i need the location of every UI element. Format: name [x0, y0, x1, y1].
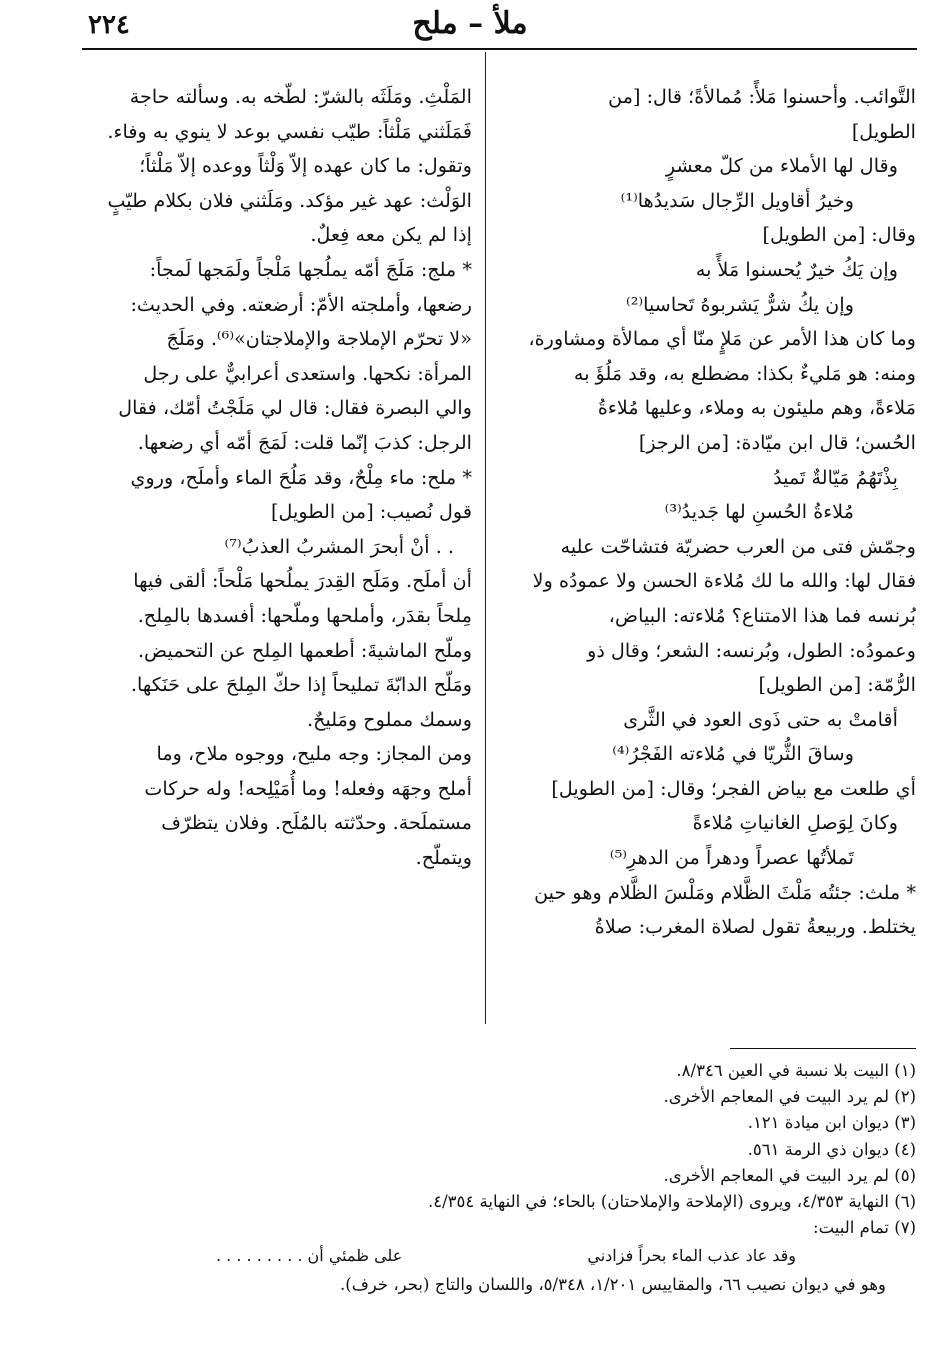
footnote-verse-second: على ظمئي أن . . . . . . . . .: [216, 1246, 403, 1266]
text-line: ومن المجاز: وجه مليح، ووجوه ملاح، وما: [156, 742, 472, 766]
text-line: إذا لم يكن معه فِعلٌ.: [310, 223, 472, 247]
text-line: وجمّش فتى من العرب حضريّة فتشاحّت عليه: [560, 534, 916, 558]
footnote: (٥) لم يرد البيت في المعاجم الأخرى.: [663, 1165, 916, 1185]
header-rule: [82, 48, 917, 50]
text-line: التَّوائب. وأحسنوا مَلأً: مُمالأةً؛ قال: [من: [608, 85, 916, 108]
verse-line: وساقَ الثُّريّا في مُلاءته الفَجْرُ⁽⁴⁾: [612, 742, 854, 766]
footnote: (٧) تمام البيت:: [813, 1218, 916, 1238]
footnote-source: وهو في ديوان نصيب ٦٦، والمقاييس ١/٢٠١، ٥/٣٤٨، واللسان والتاج (بحر، خرف).: [340, 1274, 886, 1294]
footnotes: [86, 1058, 916, 1298]
entry-heading-line: * ملث: جئتُه مَلْثَ الظَّلام ومَلْسَ الظَّلام وهو حين: [534, 880, 916, 904]
meter-label: الطويل]: [851, 119, 916, 143]
footnote: (٦) النهاية ٤/٣٥٣، ويروى (الإملاحة والإملاحتان) بالحاء؛ في النهاية ٤/٣٥٤.: [428, 1192, 916, 1212]
text-line: ومنه: هو مَليءٌ بكذا: مضطلع به، وقد مَلُؤَ به: [573, 361, 916, 385]
text-line: ويتملّح.: [415, 846, 472, 870]
verse-line: مُلاءةُ الحُسنِ لها جَديدُ⁽³⁾: [664, 500, 854, 524]
footnote-verse-first: وقد عاد عذب الماء بحراً فزادني: [587, 1246, 796, 1266]
text-line: الرجل: كذبَ إنّما قلت: لَمَجَ أمّه أي رضعها.: [137, 430, 472, 454]
text-line: أن أملَح. ومَلَح القِدرَ يملُحها مَلْحاً: ألقى فيها: [133, 569, 472, 593]
text-line: فقال لها: والله ما لك مُلاءة الحسن ولا عمودُه ولا: [532, 569, 916, 593]
text-line: يختلط. وربيعةُ تقول لصلاة المغرب: صلاةُ: [594, 915, 916, 939]
verse-line: بِذْتَهُمُ مَيّالةٌ تَميدُ: [773, 465, 898, 489]
verse-line: تَملأتُها عصراً ودهراً من الدهرِ⁽⁵⁾: [609, 846, 854, 870]
text-line: أملح وجهَه وفعله! وما أُمَيْلِحه! وله حركات: [144, 776, 472, 800]
verse-line: وقال لها الأملاء من كلّ معشرٍ: [665, 154, 898, 178]
footnote: (١) البيت بلا نسبة في العين ٨/٣٤٦.: [676, 1061, 916, 1080]
footnote: (٢) لم يرد البيت في المعاجم الأخرى.: [663, 1087, 916, 1107]
verse-line: وإن يكُ شرٌّ يَشربوهُ تَحاسيا⁽²⁾: [625, 292, 854, 316]
text-line: وسمك مملوح ومَليحٌ.: [307, 707, 472, 731]
text-line: وملّح الماشيةَ: أطعمها المِلح عن التحميض.: [137, 638, 472, 662]
left-column: [86, 80, 472, 876]
entry-heading-line: * ملج: مَلَجَ أمّه يملُجها مَلْجاً ولَمَجها لَمجاً:: [149, 257, 472, 281]
text-line: قول نُصيب: [من الطويل]: [271, 500, 472, 524]
text-line: «لا تحرّم الإملاجة والإملاجتان»⁽⁶⁾. ومَلَجَ: [166, 327, 472, 351]
text-line: بُرنسه فما هذا الامتناع؟ مُلاءته: البياض،: [608, 603, 916, 627]
verse-line: . . أنْ أبحرَ المشربُ العذبُ⁽⁷⁾: [224, 534, 454, 558]
text-line: ومَلّح الدابّةَ تمليحاً إذا حكّ المِلحَ على حَنَكها.: [130, 673, 472, 697]
text-line: فَمَلَثني مَلْثاً: طيّب نفسي بوعد لا ينوي به وفاء.: [107, 119, 472, 143]
column-divider: [485, 52, 486, 1024]
text-line: وتقول: ما كان عهده إلاّ وَلْثاً ووعده إلاّ مَلْثاً؛: [139, 154, 472, 178]
running-title: ملأ – ملح: [412, 6, 528, 41]
footnote-verse: [86, 1241, 916, 1271]
text-line: مستملَحة. وحدّثته بالمُلَح. وفلان يتظرّف: [161, 811, 472, 835]
text-line: وعمودُه: الطول، وبُرنسه: الشعر؛ وقال ذو: [587, 638, 916, 662]
footnote: (٤) ديوان ذي الرمة ٥٦١.: [747, 1139, 916, 1159]
verse-line: وخيرُ أقاويل الرِّجال سَديدُها⁽¹⁾: [620, 188, 854, 212]
text-line: الوَلْث: عهد غير مؤكد. ومَلَثني فلان بكلام طيّبٍ: [107, 188, 472, 212]
footnote-rule: [730, 1048, 916, 1049]
text-line: الحُسن؛ قال ابن ميّادة: [من الرجز]: [638, 430, 916, 454]
right-column: [498, 80, 916, 945]
text-line: المَلْثِ. ومَلَثَه بالشرّ: لطّخه به. وسألته حاجة: [129, 85, 472, 108]
entry-heading-line: * ملح: ماء مِلْحٌ، وقد مَلُحَ الماء وأملَح، وروي: [130, 465, 472, 489]
text-line: أي طلعت مع بياض الفجر؛ وقال: [من الطويل]: [551, 776, 916, 800]
text-line: رضعها، وأملجته الأمّ: أرضعته. وفي الحديث:: [130, 292, 472, 316]
text-line: وما كان هذا الأمر عن مَلإٍ منّا أي ممالأة ومشاورة،: [528, 327, 916, 351]
text-line: وقال: [من الطويل]: [762, 223, 916, 247]
footnote: (٣) ديوان ابن ميادة ١٢١.: [747, 1113, 916, 1133]
text-line: مِلحاً بقدَر، وأملحها وملّحها: أفسدها بالمِلح.: [137, 603, 472, 627]
page-number: ٢٢٤: [88, 10, 130, 40]
meter-label: الرُّمّة: [من الطويل]: [758, 673, 916, 697]
verse-line: وكانَ لِوَصلِ الغانياتِ مُلاءةً: [692, 811, 898, 835]
text-line: والي البصرة فقال: قال لي مَلَجْتُ أمّك، فقال: [118, 396, 472, 420]
text-line: المرأة: نكحها. واستعدى أعرابيٌّ على رجل: [143, 361, 472, 385]
verse-line: وإن يَكُ خيرٌ يُحسنوا مَلأً به: [695, 257, 898, 281]
verse-line: أقامتْ به حتى ذَوى العود في الثَّرى: [623, 707, 898, 731]
text-line: مَلاءةً، وهم مليئون به وملاء، وعليها مُلاءةُ: [597, 396, 916, 420]
